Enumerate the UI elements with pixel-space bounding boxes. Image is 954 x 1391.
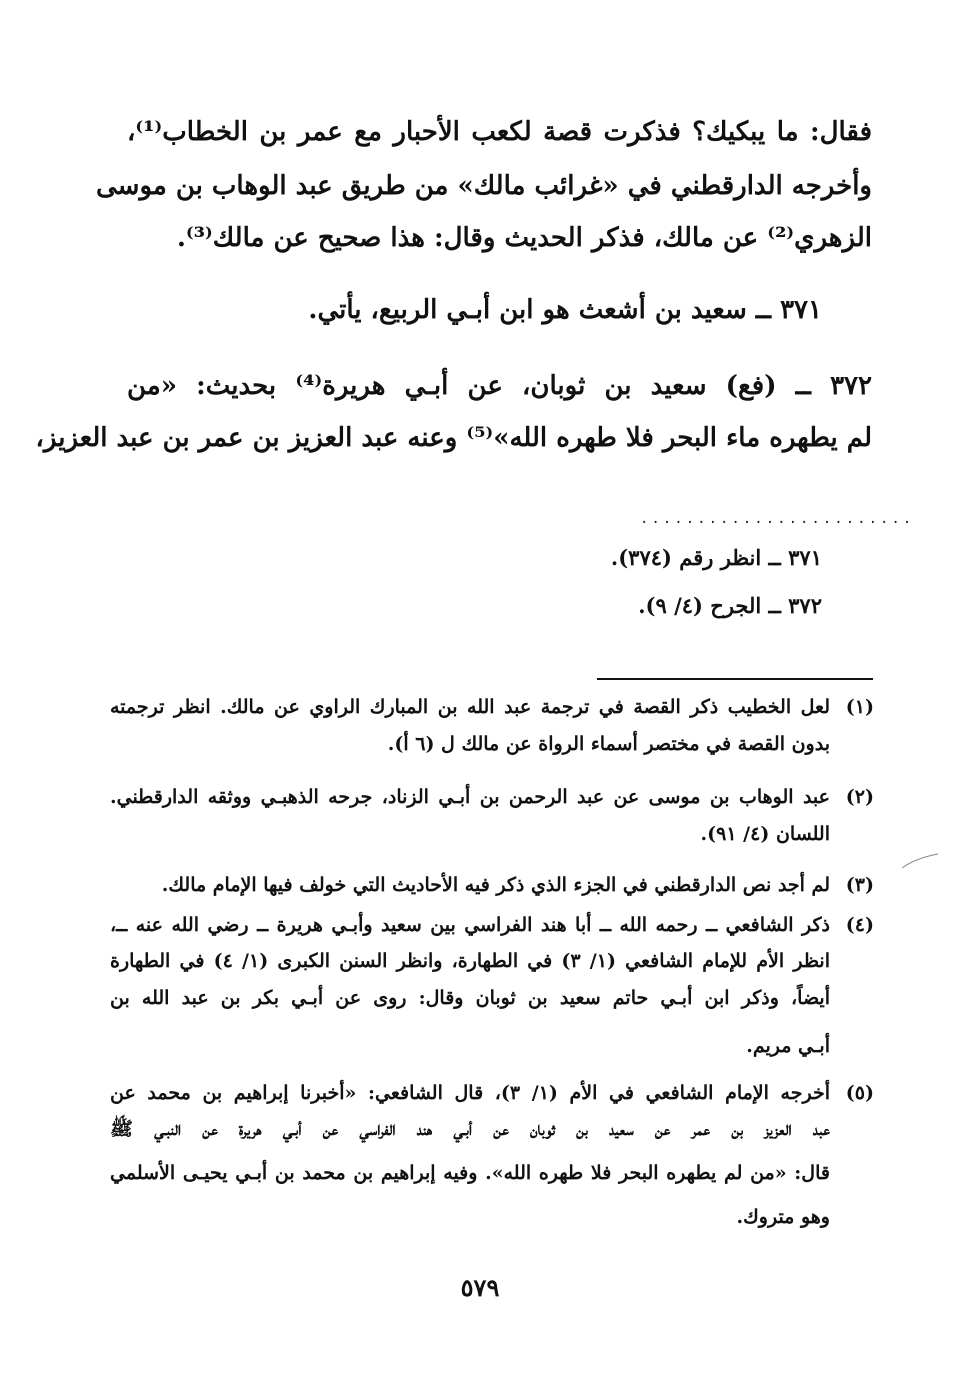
main-text-line: فقال: ما يبكيك؟ فذكرت قصة لكعب الأحبار مع عمر بن الخطاب⁽¹⁾، — [127, 117, 872, 147]
reference-line: ٣٧٢ ــ الجرح (٤/ ٩). — [638, 593, 822, 618]
page-number: ٥٧٩ — [460, 1273, 500, 1302]
footnote-number: (٣) — [845, 874, 874, 896]
footnote-line: وهو متروك. — [736, 1206, 830, 1228]
footnote-line: لم أجد نص الدارقطني في الجزء الذي ذكر فيه الأحاديث التي خولف فيها الإمام مالك. — [161, 874, 830, 896]
main-text-line: وأخرجه الدارقطني في «غرائب مالك» من طريق عبد الوهاب بن موسى — [95, 171, 872, 201]
entry-371: ٣٧١ ــ سعيد بن أشعث هو ابن أبـي الربيع، يأتي. — [308, 295, 822, 325]
entry-372-line: لم يطهره ماء البحر فلا طهره الله»⁽⁵⁾ وعنه عبد العزيز بن عمر بن عبد العزيز، — [35, 423, 872, 453]
footnote-line: أيضاً، وذكر ابن أبـي حاتم سعيد بن ثوبان وقال: روى عن أبـي بكر بن عبد الله بن — [110, 987, 830, 1009]
footnote-line: عبد الوهاب بن موسى عن عبد الرحمن بن أبـي الزناد، جرحه الذهبـي ووثقه الدارقطني. — [110, 786, 830, 808]
reference-line: ٣٧١ ــ انظر رقم (٣٧٤). — [610, 545, 822, 570]
footnote-number: (٥) — [845, 1082, 874, 1104]
footnote-line: انظر الأم للإمام الشافعي (١/ ٣) في الطهارة، وانظر السنن الكبرى (١/ ٤) في الطهارة — [110, 950, 830, 972]
footnote-line: بدون القصة في مختصر أسماء الرواة عن مالك ل (٦ أ). — [387, 733, 830, 755]
entry-372-line: ٣٧٢ ــ (فع) سعيد بن ثوبان، عن أبـي هريرة⁽⁴⁾ بحديث: «من — [127, 371, 872, 401]
dotted-separator: ........................ — [640, 511, 915, 527]
footnote-separator-rule — [597, 678, 873, 680]
footnote-number: (١) — [845, 696, 874, 718]
footnote-number: (٤) — [845, 914, 874, 936]
footnote-line: أبـي مريم. — [746, 1035, 830, 1057]
footnote-line: ذكر الشافعي ــ رحمه الله ــ أبا هند الفراسي بين سعيد وأبـي هريرة ــ رضي الله عنه ــ، — [110, 914, 830, 936]
footnote-line: أخرجه الإمام الشافعي في الأم (١/ ٣)، قال الشافعي: «أخبرنا إبراهيم بن محمد عن — [110, 1082, 830, 1104]
margin-mark-icon — [900, 852, 940, 872]
footnote-number: (٢) — [845, 786, 874, 808]
footnote-line: قال: «من لم يطهره البحر فلا طهره الله». وفيه إبراهيم بن محمد بن أبـي يحيـى الأسلمي — [110, 1162, 830, 1184]
footnote-line: لعل الخطيب ذكر القصة في ترجمة عبد الله بن المبارك الراوي عن مالك. انظر ترجمته — [110, 696, 830, 718]
main-text-line: الزهري⁽²⁾ عن مالك، فذكر الحديث وقال: هذا صحيح عن مالك⁽³⁾. — [176, 223, 872, 253]
footnote-line: عبد العزيز بن عمر عن سعيد بن ثوبان عن أبـي هند الفراسي عن أبـي هريرة عن النبـي ﷺ — [110, 1118, 830, 1140]
footnote-line: اللسان (٤/ ٩١). — [700, 823, 830, 845]
